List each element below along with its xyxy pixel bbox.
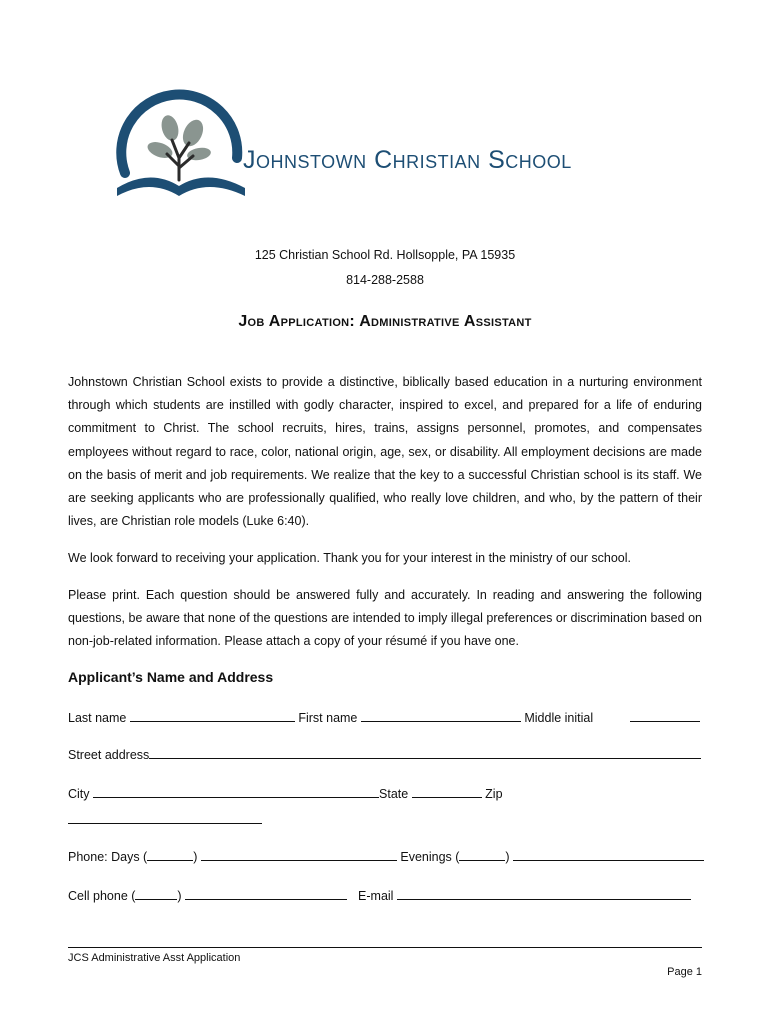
page-number: Page 1: [667, 966, 702, 978]
middle-initial-field[interactable]: [630, 709, 700, 722]
first-name-label: First name: [298, 711, 358, 725]
cell-phone-field[interactable]: [185, 887, 347, 900]
open-book-tree-icon: [105, 88, 255, 208]
school-address: 125 Christian School Rd. Hollsopple, PA 15935: [254, 248, 516, 262]
state-label: State: [379, 787, 409, 801]
school-name: Johnstown Christian School: [243, 146, 572, 174]
cell-phone-label: Cell phone (: [68, 889, 136, 903]
email-label: E-mail: [358, 889, 394, 903]
first-name-field[interactable]: [361, 709, 521, 722]
last-name-label: Last name: [68, 711, 127, 725]
phone-days-label: Phone: Days (: [68, 850, 148, 864]
cell-row: [68, 887, 691, 903]
name-row: [68, 709, 700, 725]
evenings-area-code[interactable]: [459, 848, 505, 861]
street-row: [68, 746, 701, 762]
zip-row: [68, 811, 262, 827]
mission-paragraph: Johnstown Christian School exists to provide a distinctive, biblically based education in a nurturing environment through which students are instilled with godly character, inspired to excel, and prepared for a life of enduring commitment to Christ. The school recruits, hires, trains, assigns personnel, promotes, and compensates employees without regard to race, color, national origin, age, sex, or disability. All employment decisions are made on the basis of merit and job requirements. We realize that the key to a successful Christian school is its staff. We are seeking applicants who are professionally qualified, who really love children, and who, by the pattern of their lives, are Christian role models (Luke 6:40).: [68, 375, 702, 529]
city-label: City: [68, 787, 90, 801]
street-address-field[interactable]: [149, 746, 701, 759]
school-phone: 814-288-2588: [346, 273, 424, 287]
evenings-label: Evenings (: [400, 850, 460, 864]
evenings-field[interactable]: [513, 848, 704, 861]
section-heading: Applicant’s Name and Address: [68, 669, 274, 685]
middle-initial-label: Middle initial: [524, 711, 594, 725]
footer-title: JCS Administrative Asst Application: [68, 952, 241, 964]
state-field[interactable]: [412, 785, 482, 798]
phone-days-field[interactable]: [201, 848, 397, 861]
paren-close: ): [193, 850, 198, 864]
page-title: Job Application: Administrative Assistant: [238, 313, 532, 330]
phone-days-area-code[interactable]: [147, 848, 193, 861]
zip-label: Zip: [485, 787, 503, 801]
phone-row: [68, 848, 704, 864]
street-address-label: Street address: [68, 748, 150, 762]
last-name-field[interactable]: [130, 709, 295, 722]
instructions-paragraph: Please print. Each question should be answered fully and accurately. In reading and answering the following questions, be aware that none of the questions are intended to imply illegal preferences or discrimination based on non-job-related information. Please attach a copy of your résumé if you have one.: [68, 588, 702, 649]
paren-close: ): [177, 889, 182, 903]
footer-divider: [68, 947, 702, 948]
city-row: [68, 785, 503, 801]
paren-close: ): [505, 850, 510, 864]
cell-area-code[interactable]: [135, 887, 177, 900]
thank-you-paragraph: We look forward to receiving your application. Thank you for your interest in the ministry of our school.: [68, 551, 632, 565]
zip-field[interactable]: [68, 811, 262, 824]
city-field[interactable]: [93, 785, 379, 798]
email-field[interactable]: [397, 887, 691, 900]
